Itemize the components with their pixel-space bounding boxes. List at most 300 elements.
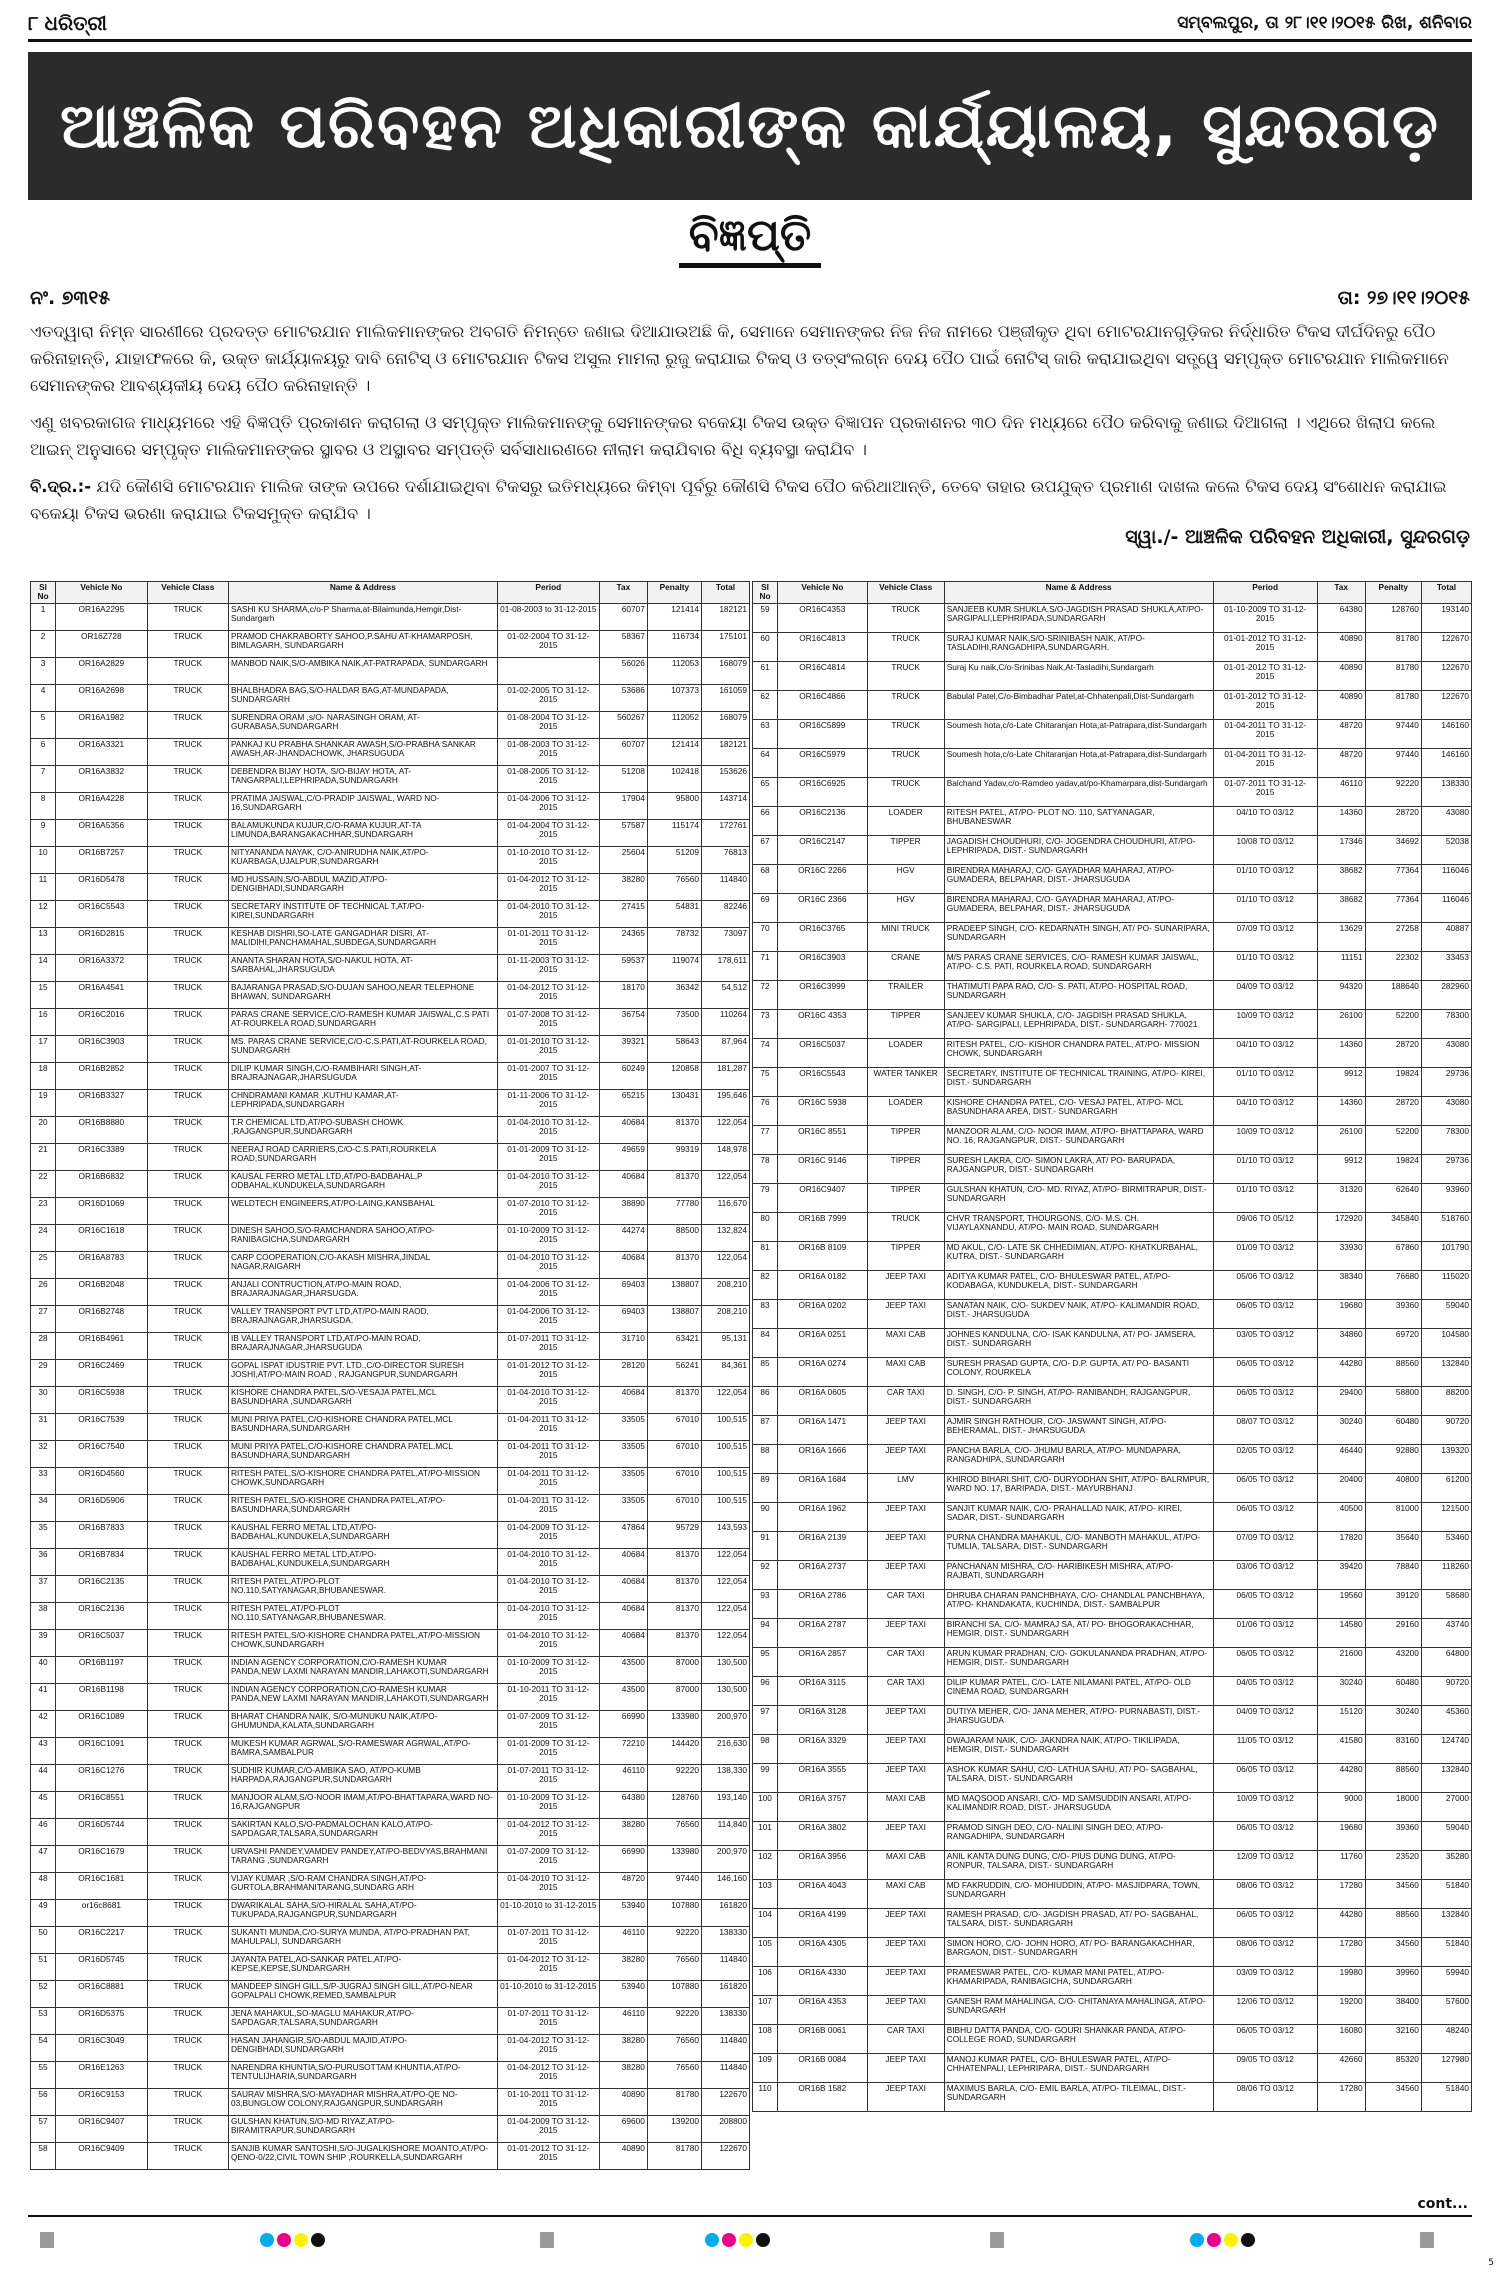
table-cell: HGV [867, 894, 944, 923]
notice-note [30, 473, 1470, 527]
table-cell: 74 [753, 1039, 778, 1068]
table-cell: OR16B2852 [56, 1063, 148, 1090]
black-dot [1241, 2233, 1255, 2247]
table-cell: OR16A2295 [56, 604, 148, 631]
table-cell: 71 [753, 952, 778, 981]
table-cell: MUNI PRIYA PATEL,C/O-KISHORE CHANDRA PATEL,MCL BASUNDHARA,SUNDARGARH [228, 1414, 497, 1441]
table-cell: 518760 [1421, 1213, 1471, 1242]
table-cell: 8 [31, 793, 56, 820]
table-cell: OR16A8783 [56, 1252, 148, 1279]
table-cell: 48240 [1421, 2025, 1471, 2054]
table-cell: BAJARANGA PRASAD,S/O-DUJAN SAHOO,NEAR TELEPHONE BHAWAN, SUNDARGARH [228, 982, 497, 1009]
table-cell: 79 [753, 1184, 778, 1213]
table-cell: 139200 [647, 2116, 701, 2143]
table-cell: TRUCK [147, 1738, 228, 1765]
column-header: Penalty [647, 582, 701, 604]
table-cell: ANJALI CONTRUCTION,AT/PO-MAIN ROAD, BRAJARAJNAGAR,JHARSUGDA. [228, 1279, 497, 1306]
table-cell: 02/05 TO 03/12 [1213, 1445, 1317, 1474]
table-cell: 138330 [701, 1927, 749, 1954]
table-cell: 28 [31, 1333, 56, 1360]
table-cell: 31320 [1317, 1184, 1365, 1213]
table-cell: TRUCK [147, 1387, 228, 1414]
table-cell: 52200 [1365, 1010, 1421, 1039]
table-row [753, 1706, 1472, 1735]
table-cell: 81 [753, 1242, 778, 1271]
table-cell: 9912 [1317, 1068, 1365, 1097]
table-cell: 59040 [1421, 1822, 1471, 1851]
table-cell: SECRETARY, INSTITUTE OF TECHNICAL TRAINING, AT/PO- KIREI, DIST.- SUNDARGARH [944, 1068, 1213, 1097]
table-cell: 40890 [1317, 633, 1365, 662]
table-cell: RITESH PATEL,AT/PO-PLOT NO.110,SATYANAGAR,BHUBANESWAR. [228, 1603, 497, 1630]
table-cell: 01-04-2004 TO 31-12-2015 [497, 820, 599, 847]
table-cell: 01-10-2009 TO 31-12-2015 [497, 1792, 599, 1819]
reference-number: ନଂ. ୭୩୧୫ [30, 287, 111, 309]
column-header: Total [1421, 582, 1471, 604]
table-cell: 04/10 TO 03/12 [1213, 1039, 1317, 1068]
table-row [753, 952, 1472, 981]
table-cell: RITESH PATEL,AT/PO-PLOT NO.110,SATYANAGAR,BHUBANESWAR. [228, 1576, 497, 1603]
table-cell: 81370 [647, 1171, 701, 1198]
column-header: Penalty [1365, 582, 1421, 604]
table-cell: 19824 [1365, 1068, 1421, 1097]
table-cell: KAUSHAL FERRO METAL LTD,AT/PO-BADBAHAL,KUNDUKELA,SUNDARGARH [228, 1549, 497, 1576]
table-cell: 24365 [599, 928, 647, 955]
table-cell: 19680 [1317, 1822, 1365, 1851]
table-cell: OR16B1198 [56, 1684, 148, 1711]
table-cell: TRUCK [147, 2008, 228, 2035]
table-cell: THATIMUTI PAPA RAO, C/O- S. PATI, AT/PO- HOSPITAL ROAD, SUNDARGARH [944, 981, 1213, 1010]
table-cell: OR16C2136 [778, 807, 868, 836]
table-cell: 7 [31, 766, 56, 793]
table-cell: 58800 [1365, 1387, 1421, 1416]
table-row [31, 955, 750, 982]
table-cell: 53686 [599, 685, 647, 712]
column-header: Sl No [31, 582, 56, 604]
table-cell: 06/05 TO 03/12 [1213, 1764, 1317, 1793]
table-cell: 64380 [599, 1792, 647, 1819]
table-cell: 48720 [1317, 749, 1365, 778]
table-cell: 01-04-2006 TO 31-12-2015 [497, 793, 599, 820]
table-row [753, 1532, 1472, 1561]
table-cell: 122670 [1421, 662, 1471, 691]
table-cell: 40684 [599, 1630, 647, 1657]
table-cell: JEEP TAXI [867, 2083, 944, 2112]
table-cell: 01-04-2011 TO 31-12-2015 [497, 1495, 599, 1522]
table-cell: OR16A2698 [56, 685, 148, 712]
table-cell: TRUCK [147, 847, 228, 874]
table-cell: 87000 [647, 1657, 701, 1684]
table-cell: TRUCK [147, 1009, 228, 1036]
table-cell: TRUCK [867, 662, 944, 691]
table-row [31, 1252, 750, 1279]
table-cell: 70 [753, 923, 778, 952]
table-cell: 36 [31, 1549, 56, 1576]
table-cell: 81370 [647, 1252, 701, 1279]
table-cell: 116,670 [701, 1198, 749, 1225]
table-cell: 67010 [647, 1441, 701, 1468]
table-cell: 90720 [1421, 1677, 1471, 1706]
table-cell: 21600 [1317, 1648, 1365, 1677]
table-cell: 77780 [647, 1198, 701, 1225]
table-cell: 69403 [599, 1279, 647, 1306]
table-cell: 01-07-2008 TO 31-12-2015 [497, 1009, 599, 1036]
table-cell: 07/09 TO 03/12 [1213, 923, 1317, 952]
table-row [31, 631, 750, 658]
table-cell: 132840 [1421, 1358, 1471, 1387]
table-cell: OR16A 4199 [778, 1909, 868, 1938]
table-cell: 114,840 [701, 1819, 749, 1846]
table-cell: 04/10 TO 03/12 [1213, 807, 1317, 836]
table-row [31, 1009, 750, 1036]
table-cell: T.R CHEMICAL LTD,AT/PO-SUBASH CHOWK ,RAJGANGPUR,SUNDARGARH [228, 1117, 497, 1144]
table-cell: 14360 [1317, 807, 1365, 836]
table-cell: 29400 [1317, 1387, 1365, 1416]
table-row [31, 847, 750, 874]
table-cell: PRADEEP SINGH, C/O- KEDARNATH SINGH, AT/ PO- SUNARIPARA, SUNDARGARH [944, 923, 1213, 952]
table-cell: WATER TANKER [867, 1068, 944, 1097]
table-cell: 53940 [599, 1981, 647, 2008]
table-cell: 27 [31, 1306, 56, 1333]
table-cell: 127980 [1421, 2054, 1471, 2083]
table-cell: 41 [31, 1684, 56, 1711]
table-cell: 72 [753, 981, 778, 1010]
table-cell: 46110 [599, 2008, 647, 2035]
table-cell: TRUCK [147, 1441, 228, 1468]
table-cell: PANKAJ KU PRABHA SHANKAR AWASH,S/O-PRABHA SANKAR AWASH,AR-JHANDACHOWK, JHARSUGUDA [228, 739, 497, 766]
table-cell: 01-04-2012 TO 31-12-2015 [497, 2035, 599, 2062]
table-cell: 01-04-2010 TO 31-12-2015 [497, 1576, 599, 1603]
table-cell: 01-01-2012 TO 31-12-2015 [1213, 691, 1317, 720]
table-cell: TRUCK [867, 1213, 944, 1242]
table-cell: 560267 [599, 712, 647, 739]
table-cell: TRUCK [147, 1819, 228, 1846]
table-cell: 138807 [647, 1279, 701, 1306]
table-cell: KISHORE CHANDRA PATEL,S/O-VESAJA PATEL,MCL BASUNDHARA ,SUNDARGARH [228, 1387, 497, 1414]
table-row [753, 1764, 1472, 1793]
table-row [753, 1735, 1472, 1764]
table-cell: OR16C7540 [56, 1441, 148, 1468]
table-cell: 78300 [1421, 1010, 1471, 1039]
table-row [31, 901, 750, 928]
table-cell: 208,210 [701, 1279, 749, 1306]
table-cell: 46 [31, 1819, 56, 1846]
table-cell: 54831 [647, 901, 701, 928]
table-row [31, 2143, 750, 2170]
table-cell: BHARAT CHANDRA NAIK, S/O-MUNUKU NAIK,AT/PO-GHUMUNDA,KALATA,SUNDARGARH [228, 1711, 497, 1738]
table-row [753, 1561, 1472, 1590]
table-cell: OR16A 2786 [778, 1590, 868, 1619]
table-cell: OR16A4541 [56, 982, 148, 1009]
table-row [753, 865, 1472, 894]
table-cell: MAXI CAB [867, 1793, 944, 1822]
table-cell: OR16B1197 [56, 1657, 148, 1684]
table-cell: 56 [31, 2089, 56, 2116]
table-cell: 48720 [599, 1873, 647, 1900]
table-cell: OR16A 2857 [778, 1648, 868, 1677]
table-cell: 188640 [1365, 981, 1421, 1010]
table-cell: TRUCK [147, 1765, 228, 1792]
table-cell: 60480 [1365, 1677, 1421, 1706]
table-cell: 38280 [599, 2062, 647, 2089]
footer-rule [28, 2215, 1472, 2217]
table-cell: 01-08-2003 TO 31-12-2015 [497, 739, 599, 766]
table-cell: 01-01-2007 TO 31-12-2015 [497, 1063, 599, 1090]
table-cell: 32 [31, 1441, 56, 1468]
table-header-row [753, 582, 1472, 604]
table-cell: DILIP KUMAR SINGH,C/O-RAMBIHARI SINGH,AT-BRAJRAJNAGAR,JHARSUGUDA [228, 1063, 497, 1090]
table-cell: 62 [753, 691, 778, 720]
table-cell: 33930 [1317, 1242, 1365, 1271]
table-cell: 97440 [647, 1873, 701, 1900]
table-cell: 01-08-2005 TO 31-12-2015 [497, 766, 599, 793]
table-cell: TRUCK [147, 712, 228, 739]
table-cell: TRUCK [867, 749, 944, 778]
table-cell: OR16C5543 [56, 901, 148, 928]
table-row [753, 1213, 1472, 1242]
table-cell: 01/10 TO 03/12 [1213, 1184, 1317, 1213]
table-cell: 9000 [1317, 1793, 1365, 1822]
table-cell: RITESH PATEL, C/O- KISHOR CHANDRA PATEL, AT/PO- MISSION CHOWK, SUNDARGARH [944, 1039, 1213, 1068]
table-cell: 86 [753, 1387, 778, 1416]
table-cell: TRUCK [147, 793, 228, 820]
table-cell: MAXIMUS BARLA, C/O- EMIL BARLA, AT/PO- TILEIMAL, DIST.- SUNDARGARH [944, 2083, 1213, 2112]
table-cell: Suraj Ku naik,C/o-Srinibas Naik,At-Tasladihi,Sundargarh [944, 662, 1213, 691]
table-row [31, 793, 750, 820]
table-row [31, 1171, 750, 1198]
table-cell: 95,131 [701, 1333, 749, 1360]
table-cell: 20400 [1317, 1474, 1365, 1503]
table-cell: URVASHI PANDEY,VAMDEV PANDEY,AT/PO-BEDVYAS,BRAHMANI TARANG ,SUNDARGARH [228, 1846, 497, 1873]
table-row [31, 1576, 750, 1603]
table-cell: JEEP TAXI [867, 1764, 944, 1793]
table-cell: 121414 [647, 604, 701, 631]
table-cell: 19 [31, 1090, 56, 1117]
table-cell: 101 [753, 1822, 778, 1851]
table-cell: OR16C3903 [56, 1036, 148, 1063]
table-row [31, 712, 750, 739]
table-cell: 48 [31, 1873, 56, 1900]
table-cell: SANJIT KUMAR NAIK, C/O- PRAHALLAD NAIK, AT/PO- KIREI, SADAR, DIST.- SUNDARGARH [944, 1503, 1213, 1532]
table-cell: JEEP TAXI [867, 1706, 944, 1735]
table-row [753, 1967, 1472, 1996]
table-cell: OR16D5478 [56, 874, 148, 901]
table-cell: 97 [753, 1706, 778, 1735]
table-cell: TIPPER [867, 1184, 944, 1213]
table-cell: MANJOOR ALAM,S/O-NOOR IMAM,AT/PO-BHATTAPARA,WARD NO-16,RAJGANGPUR [228, 1792, 497, 1819]
table-cell: 56241 [647, 1360, 701, 1387]
table-row [753, 2025, 1472, 2054]
table-cell: ADITYA KUMAR PATEL, C/O- BHULESWAR PATEL, AT/PO- KODABAGA, KUNDUKELA, DIST.- SUNDARGARH [944, 1271, 1213, 1300]
table-cell: 39360 [1365, 1822, 1421, 1851]
table-cell: TRUCK [147, 685, 228, 712]
registration-gray-mark [540, 2232, 554, 2248]
table-cell: VALLEY TRANSPORT PVT LTD,AT/PO-MAIN RAOD, BRAJRAJNAGAR,JHARSUGDA. [228, 1306, 497, 1333]
table-cell: OR16B7834 [56, 1549, 148, 1576]
table-cell: 64380 [1317, 604, 1365, 633]
table-cell: 89 [753, 1474, 778, 1503]
table-cell: 168079 [701, 658, 749, 685]
black-dot [311, 2233, 325, 2247]
table-cell: CHVR TRANSPORT, THOURGONS, C/O- M.S. CH. VIJAYLAXNANDU, AT/PO- MAIN ROAD, SUNDARGARH [944, 1213, 1213, 1242]
table-cell: 39321 [599, 1036, 647, 1063]
table-cell: TIPPER [867, 1010, 944, 1039]
table-cell: 132840 [1421, 1909, 1471, 1938]
table-cell: TRUCK [867, 720, 944, 749]
table-cell: 161820 [701, 1981, 749, 2008]
table-cell: 01/10 TO 03/12 [1213, 865, 1317, 894]
table-cell: 58 [31, 2143, 56, 2170]
table-row [31, 1495, 750, 1522]
table-cell: BHALBHADRA BAG,S/O-HALDAR BAG,AT-MUNDAPADA, SUNDARGARH [228, 685, 497, 712]
table-cell: 38280 [599, 2035, 647, 2062]
table-cell: OR16A3321 [56, 739, 148, 766]
magenta-dot [277, 2233, 291, 2247]
table-cell: DWAJARAM NAIK, C/O- JAKNDRA NAIK, AT/PO- TIKILIPADA, HEMGIR, DIST.- SUNDARGARH [944, 1735, 1213, 1764]
table-cell: 40684 [599, 1549, 647, 1576]
table-cell: 43080 [1421, 1039, 1471, 1068]
table-cell: OR16A 0274 [778, 1358, 868, 1387]
table-cell: 146160 [1421, 749, 1471, 778]
table-cell: OR16A1982 [56, 712, 148, 739]
table-cell: KESHAB DISHRI,SO-LATE GANGADHAR DISRI, AT-MALIDIHI,PANCHAMAHAL,SUBDEGA,SUNDARGARH [228, 928, 497, 955]
cyan-dot [705, 2233, 719, 2247]
table-cell: MINI TRUCK [867, 923, 944, 952]
table-cell: 81000 [1365, 1503, 1421, 1532]
table-cell: AJMIR SINGH RATHOUR, C/O- JASWANT SINGH, AT/PO- BEHERAMAL, DIST.- JHARSUGUDA [944, 1416, 1213, 1445]
table-cell: 112052 [647, 712, 701, 739]
table-cell: 73 [753, 1010, 778, 1039]
table-cell: 17904 [599, 793, 647, 820]
table-cell: OR16C1679 [56, 1846, 148, 1873]
table-cell: 37 [31, 1576, 56, 1603]
table-cell: PURNA CHANDRA MAHAKUL, C/O- MANBOTH MAHAKUL, AT/PO- TUMLIA, TALSARA, DIST.- SUNDARGARH [944, 1532, 1213, 1561]
table-cell: 53 [31, 2008, 56, 2035]
table-cell: 138807 [647, 1306, 701, 1333]
table-cell: 4 [31, 685, 56, 712]
table-cell: CARP COOPERATION,C/O-AKASH MISHRA,JINDAL NAGAR,RAIGARH [228, 1252, 497, 1279]
table-cell: 161820 [701, 1900, 749, 1927]
table-cell: CAR TAXI [867, 1677, 944, 1706]
table-cell: TRUCK [147, 739, 228, 766]
table-cell: 78 [753, 1155, 778, 1184]
table-cell: RITESH PATEL, AT/PO- PLOT NO. 110, SATYANAGAR, BHUBANESWAR [944, 807, 1213, 836]
table-cell: MANZOOR ALAM, C/O- NOOR IMAM, AT/PO- BHATTAPARA, WARD NO. 16, RAJGANGPUR, DIST.- SUNDARGARH [944, 1126, 1213, 1155]
table-cell: 195,646 [701, 1090, 749, 1117]
table-cell: 01-10-2010 to 31-12-2015 [497, 1900, 599, 1927]
table-row [31, 2116, 750, 2143]
table-row [31, 766, 750, 793]
table-cell: JAGADISH CHOUDHURI, C/O- JOGENDRA CHOUDHURI, AT/PO- LEPHRIPADA, DIST.- SUNDARGARH [944, 836, 1213, 865]
yellow-dot [1224, 2233, 1238, 2247]
table-cell: 55 [31, 2062, 56, 2089]
table-cell: 01-04-2011 TO 31-12-2015 [1213, 720, 1317, 749]
table-cell: 01-10-2009 TO 31-12-2015 [497, 1657, 599, 1684]
table-cell: OR16C1276 [56, 1765, 148, 1792]
table-cell: TRUCK [147, 604, 228, 631]
table-cell: 77 [753, 1126, 778, 1155]
table-row [753, 1126, 1472, 1155]
table-cell: 43080 [1421, 1097, 1471, 1126]
table-cell: TRUCK [147, 928, 228, 955]
cyan-dot [260, 2233, 274, 2247]
table-cell: 200,970 [701, 1846, 749, 1873]
table-cell: M/S PARAS CRANE SERVICES, C/O- RAMESH KUMAR JAISWAL, AT/PO- C.S. PATI, ROURKELA ROAD, SUNDARGARH [944, 952, 1213, 981]
table-cell: 41580 [1317, 1735, 1365, 1764]
table-cell: 104580 [1421, 1329, 1471, 1358]
table-cell: 08/06 TO 03/12 [1213, 1938, 1317, 1967]
table-cell: 01-07-2009 TO 31-12-2015 [497, 1846, 599, 1873]
table-cell: SURESH PRASAD GUPTA, C/O- D.P. GUPTA, AT/ PO- BASANTI COLONY, ROURKELA [944, 1358, 1213, 1387]
table-cell: 09/05 TO 03/12 [1213, 2054, 1317, 2083]
table-cell: TRUCK [147, 1117, 228, 1144]
yellow-dot [294, 2233, 308, 2247]
table-cell: 19560 [1317, 1590, 1365, 1619]
table-cell: 44280 [1317, 1358, 1365, 1387]
table-cell: 76680 [1365, 1271, 1421, 1300]
table-cell: OR16B 8109 [778, 1242, 868, 1271]
table-cell: SANJIB KUMAR SANTOSHI,S/O-JUGALKISHORE MOANTO,AT/PO-QENO-0/22,CIVIL TOWN SHIP ,ROURKELLA,SUNDARGARH [228, 2143, 497, 2170]
table-cell: 78840 [1365, 1561, 1421, 1590]
table-row [753, 1155, 1472, 1184]
table-cell: OR16C1089 [56, 1711, 148, 1738]
table-cell: 88560 [1365, 1764, 1421, 1793]
table-cell: 01-04-2010 TO 31-12-2015 [497, 1252, 599, 1279]
table-cell: 33453 [1421, 952, 1471, 981]
table-cell: 03/09 TO 03/12 [1213, 1967, 1317, 1996]
table-cell: 61200 [1421, 1474, 1471, 1503]
table-cell: 06/05 TO 03/12 [1213, 1358, 1317, 1387]
table-cell: 38280 [599, 874, 647, 901]
signature: ସ୍ୱା./- ଆଞ୍ଚଳିକ ପରିବହନ ଅଧିକାରୀ, ସୁନ୍ଦରଗଡ଼ [1125, 526, 1470, 548]
table-cell: 03/06 TO 03/12 [1213, 1561, 1317, 1590]
table-cell: 01-07-2011 TO 31-12-2015 [1213, 778, 1317, 807]
table-cell: BIRANCHI SA, C/O- MAMRAJ SA, AT/ PO- BHOGORAKACHHAR, HEMGIR, DIST.- SUNDARGARH [944, 1619, 1213, 1648]
table-cell: 28720 [1365, 1039, 1421, 1068]
table-row [31, 1900, 750, 1927]
table-row [753, 778, 1472, 807]
table-cell: JEEP TAXI [867, 1619, 944, 1648]
table-cell: 105 [753, 1938, 778, 1967]
table-cell: 114840 [701, 1954, 749, 1981]
table-cell: Soumesh hota,c/o-Late Chitaranjan Hota,at-Patrapara,dist-Sundargarh [944, 749, 1213, 778]
table-cell: 43500 [599, 1684, 647, 1711]
table-cell: 81780 [647, 2089, 701, 2116]
table-cell: 06/05 TO 03/12 [1213, 1300, 1317, 1329]
magenta-dot [1207, 2233, 1221, 2247]
table-row [31, 1711, 750, 1738]
table-row [753, 1851, 1472, 1880]
table-cell: OR16B6832 [56, 1171, 148, 1198]
table-cell: RITESH PATEL,S/O-KISHORE CHANDRA PATEL,AT/PO-MISSION CHOWK,SUNDARGARH [228, 1468, 497, 1495]
table-cell: 23 [31, 1198, 56, 1225]
table-row [753, 720, 1472, 749]
table-cell: 01-01-2011 TO 31-12-2015 [497, 928, 599, 955]
table-cell: 52 [31, 1981, 56, 2008]
defaulters-table-left [30, 581, 750, 2201]
table-cell: 01-07-2011 TO 31-12-2015 [497, 1927, 599, 1954]
table-cell: TRUCK [147, 631, 228, 658]
table-cell: MANBOD NAIK,S/O-AMBIKA NAIK,AT-PATRAPADA, SUNDARGARH [228, 658, 497, 685]
table-cell: 04/10 TO 03/12 [1213, 1097, 1317, 1126]
table-cell: 14360 [1317, 1039, 1365, 1068]
table-cell: 01-04-2010 TO 31-12-2015 [497, 1171, 599, 1198]
table-cell: 01-01-2012 TO 31-12-2015 [497, 2143, 599, 2170]
registration-color-dots [705, 2233, 770, 2247]
table-cell: 128760 [1365, 604, 1421, 633]
table-cell: 94320 [1317, 981, 1365, 1010]
table-cell: 01-04-2012 TO 31-12-2015 [497, 2062, 599, 2089]
table-cell: PRAMOD CHAKRABORTY SAHOO,P.SAHU AT-KHAMARPOSH, BIMLAGARH, SUNDARGARH [228, 631, 497, 658]
